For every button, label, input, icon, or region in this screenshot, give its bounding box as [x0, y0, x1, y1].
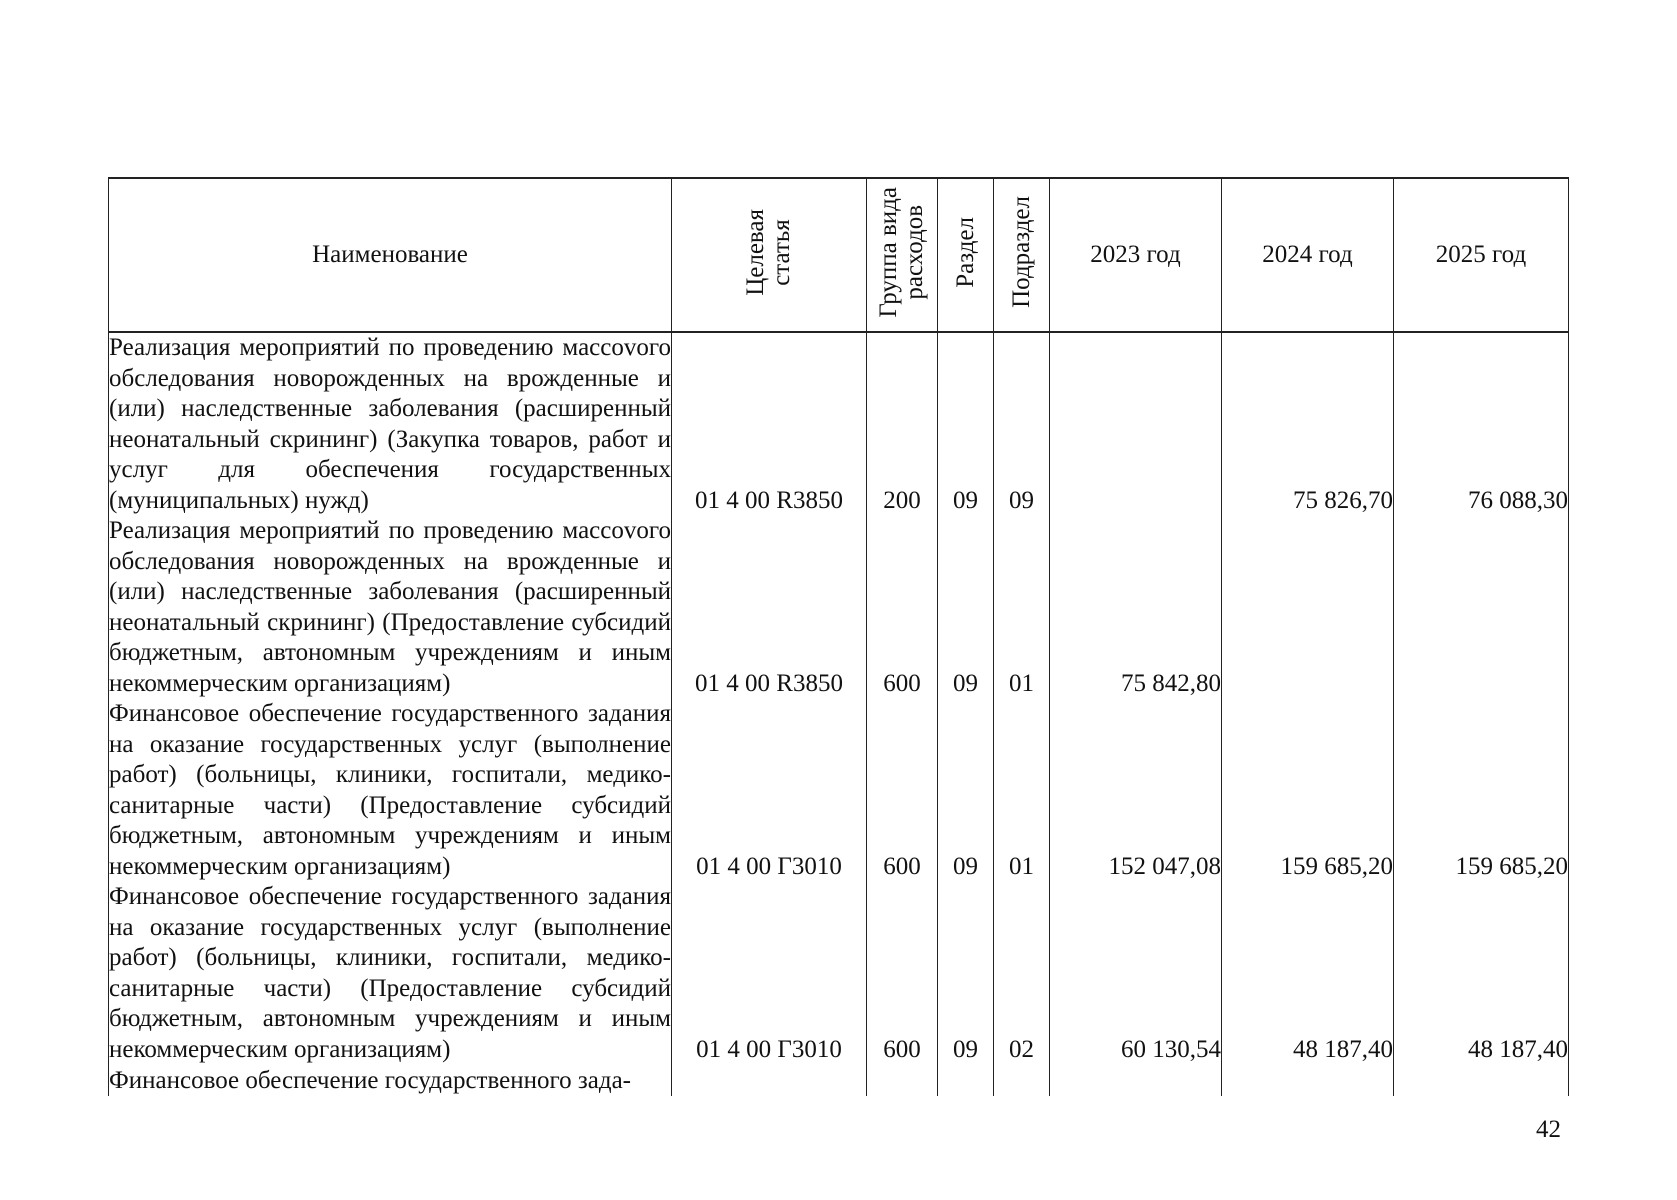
row-target-article: 01 4 00 Г3010 [672, 699, 867, 882]
table-row-partial [109, 1065, 1569, 1096]
table-row [109, 516, 1569, 699]
row-amount-2024 [1222, 1065, 1394, 1096]
row-target-article: 01 4 00 R3850 [672, 332, 867, 516]
row-target-article: 01 4 00 R3850 [672, 516, 867, 699]
header-2025: 2025 год [1394, 178, 1569, 332]
row-amount-2024: 75 826,70 [1222, 332, 1394, 516]
row-target-article [672, 1065, 867, 1096]
header-name: Наименование [109, 178, 672, 332]
page-number: 42 [1536, 1116, 1561, 1143]
row-amount-2023: 60 130,54 [1050, 882, 1222, 1065]
row-subsection: 01 [994, 699, 1050, 882]
row-name: Финансовое обеспечение государственного задания на оказание государственных услуг (выполнение работ) (больницы, клиники, госпитали, медико-санитарные части) (Предоставление субсидий бюджетным, автономным учреждениям и иным некоммерческим организациям) [109, 882, 672, 1065]
row-subsection: 01 [994, 516, 1050, 699]
row-amount-2023 [1050, 1065, 1222, 1096]
row-amount-2025: 76 088,30 [1394, 332, 1569, 516]
row-amount-2023: 75 842,80 [1050, 516, 1222, 699]
table-row [109, 699, 1569, 882]
row-expense-group: 600 [867, 699, 938, 882]
header-subsection: Подраздел [994, 178, 1050, 332]
row-amount-2025 [1394, 1065, 1569, 1096]
row-subsection: 02 [994, 882, 1050, 1065]
row-subsection: 09 [994, 332, 1050, 516]
row-amount-2023 [1050, 332, 1222, 516]
row-amount-2024: 48 187,40 [1222, 882, 1394, 1065]
table-row [109, 332, 1569, 516]
table-row [109, 882, 1569, 1065]
row-expense-group: 600 [867, 882, 938, 1065]
row-name: Реализация мероприятий по проведению массоvого обследования новорожденных на врожденные и (или) наследственные заболевания (расширенный неонатальный скрининг) (Предоставление субсидий бюджетным, автономным учреждениям и иным некоммерческим организациям) [109, 516, 672, 699]
row-target-article: 01 4 00 Г3010 [672, 882, 867, 1065]
row-section: 09 [938, 882, 994, 1065]
row-section: 09 [938, 332, 994, 516]
header-target-article: Целевая статья [672, 178, 867, 332]
row-name: Финансовое обеспечение государственного задания на оказание государственных услуг (выполнение работ) (больницы, клиники, госпитали, медико-санитарные части) (Предоставление субсидий бюджетным, автономным учреждениям и иным некоммерческим организациям) [109, 699, 672, 882]
header-expense-group: Группа вида расходов [867, 178, 938, 332]
row-name: Финансовое обеспечение государственного зада- [109, 1065, 672, 1096]
row-section: 09 [938, 699, 994, 882]
row-amount-2025: 48 187,40 [1394, 882, 1569, 1065]
row-amount-2024 [1222, 516, 1394, 699]
table-header [109, 178, 1569, 332]
row-expense-group [867, 1065, 938, 1096]
header-2024: 2024 год [1222, 178, 1394, 332]
header-2023: 2023 год [1050, 178, 1222, 332]
row-amount-2024: 159 685,20 [1222, 699, 1394, 882]
header-section: Раздел [938, 178, 994, 332]
row-section [938, 1065, 994, 1096]
row-amount-2023: 152 047,08 [1050, 699, 1222, 882]
budget-table [108, 177, 1569, 1096]
row-expense-group: 200 [867, 332, 938, 516]
row-expense-group: 600 [867, 516, 938, 699]
row-amount-2025: 159 685,20 [1394, 699, 1569, 882]
row-subsection [994, 1065, 1050, 1096]
row-amount-2025 [1394, 516, 1569, 699]
row-name: Реализация мероприятий по проведению массоvого обследования новорожденных на врожденные и (или) наследственные заболевания (расширенный неонатальный скрининг) (Закупка товаров, работ и услуг для обеспечения государственных (муниципальных) нужд) [109, 332, 672, 516]
row-section: 09 [938, 516, 994, 699]
